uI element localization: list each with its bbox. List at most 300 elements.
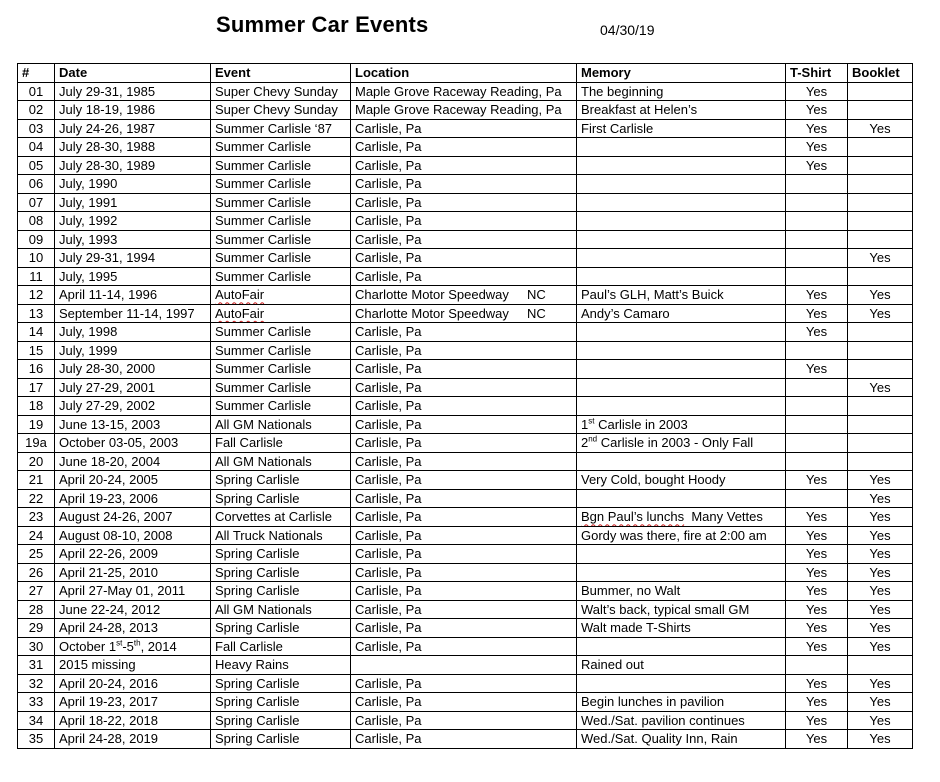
cell-location: Carlisle, Pa	[351, 267, 577, 286]
cell-location: Carlisle, Pa	[351, 452, 577, 471]
cell-event: Super Chevy Sunday	[211, 82, 351, 101]
date-ordinal: th	[133, 638, 141, 648]
cell-event: Summer Carlisle	[211, 212, 351, 231]
cell-event: Summer Carlisle	[211, 323, 351, 342]
cell-booklet: Yes	[848, 471, 913, 490]
cell-booklet	[848, 656, 913, 675]
cell-num: 15	[18, 341, 55, 360]
cell-memory	[577, 360, 786, 379]
cell-num: 19	[18, 415, 55, 434]
cell-memory	[577, 193, 786, 212]
cell-tshirt: Yes	[786, 619, 848, 638]
cell-location: Carlisle, Pa	[351, 138, 577, 157]
cell-memory	[577, 545, 786, 564]
events-table	[17, 63, 913, 749]
cell-memory: Wed./Sat. pavilion continues	[577, 711, 786, 730]
cell-location: Maple Grove Raceway Reading, Pa	[351, 82, 577, 101]
table-row	[18, 711, 913, 730]
cell-date: July 29-31, 1985	[55, 82, 211, 101]
cell-location: Carlisle, Pa	[351, 193, 577, 212]
cell-booklet	[848, 156, 913, 175]
cell-booklet	[848, 230, 913, 249]
cell-date: July 27-29, 2002	[55, 397, 211, 416]
cell-booklet: Yes	[848, 730, 913, 749]
cell-location: Carlisle, Pa	[351, 526, 577, 545]
cell-num: 18	[18, 397, 55, 416]
cell-date: July, 1993	[55, 230, 211, 249]
cell-location: Carlisle, Pa	[351, 230, 577, 249]
cell-num: 14	[18, 323, 55, 342]
cell-tshirt	[786, 378, 848, 397]
cell-booklet: Yes	[848, 304, 913, 323]
cell-event: Spring Carlisle	[211, 545, 351, 564]
cell-num: 07	[18, 193, 55, 212]
cell-location: Carlisle, Pa	[351, 397, 577, 416]
cell-date: July, 1998	[55, 323, 211, 342]
cell-location: Carlisle, Pa	[351, 619, 577, 638]
cell-booklet: Yes	[848, 489, 913, 508]
cell-date: April 24-28, 2019	[55, 730, 211, 749]
cell-booklet	[848, 323, 913, 342]
cell-tshirt: Yes	[786, 471, 848, 490]
cell-memory: Wed./Sat. Quality Inn, Rain	[577, 730, 786, 749]
cell-location	[351, 286, 577, 305]
cell-location: Carlisle, Pa	[351, 730, 577, 749]
cell-tshirt	[786, 249, 848, 268]
memory-text: Carlisle in 2003	[594, 416, 688, 432]
table-header-row	[18, 64, 913, 83]
cell-event: Summer Carlisle	[211, 341, 351, 360]
cell-num: 31	[18, 656, 55, 675]
cell-event: Spring Carlisle	[211, 674, 351, 693]
cell-num: 23	[18, 508, 55, 527]
table-row	[18, 193, 913, 212]
cell-location	[351, 304, 577, 323]
cell-tshirt: Yes	[786, 119, 848, 138]
cell-location: Carlisle, Pa	[351, 600, 577, 619]
header-num: #	[18, 64, 55, 83]
cell-location: Carlisle, Pa	[351, 674, 577, 693]
cell-tshirt	[786, 415, 848, 434]
cell-date: April 24-28, 2013	[55, 619, 211, 638]
cell-event: Spring Carlisle	[211, 693, 351, 712]
cell-memory: First Carlisle	[577, 119, 786, 138]
cell-event: Spring Carlisle	[211, 489, 351, 508]
table-row	[18, 230, 913, 249]
table-row	[18, 674, 913, 693]
date-text: , 2014	[140, 638, 177, 654]
table-row	[18, 545, 913, 564]
table-row	[18, 304, 913, 323]
cell-date: April 21-25, 2010	[55, 563, 211, 582]
cell-event: Summer Carlisle	[211, 378, 351, 397]
cell-booklet: Yes	[848, 582, 913, 601]
table-row	[18, 119, 913, 138]
memory-ordinal: st	[588, 416, 595, 426]
date-text: -5	[122, 638, 134, 654]
cell-memory	[577, 175, 786, 194]
cell-location: Carlisle, Pa	[351, 489, 577, 508]
cell-tshirt	[786, 341, 848, 360]
cell-event: Spring Carlisle	[211, 563, 351, 582]
cell-memory: The beginning	[577, 82, 786, 101]
cell-date: April 19-23, 2006	[55, 489, 211, 508]
cell-date: April 27-May 01, 2011	[55, 582, 211, 601]
cell-memory	[577, 434, 786, 453]
cell-event	[211, 304, 351, 323]
cell-event: All GM Nationals	[211, 415, 351, 434]
cell-booklet: Yes	[848, 378, 913, 397]
cell-memory	[577, 452, 786, 471]
cell-date: July 28-30, 2000	[55, 360, 211, 379]
cell-date: July 28-30, 1988	[55, 138, 211, 157]
cell-memory	[577, 397, 786, 416]
cell-date: June 18-20, 2004	[55, 452, 211, 471]
cell-event: Super Chevy Sunday	[211, 101, 351, 120]
cell-booklet: Yes	[848, 693, 913, 712]
cell-num: 10	[18, 249, 55, 268]
table-row	[18, 360, 913, 379]
table-row	[18, 378, 913, 397]
cell-tshirt: Yes	[786, 156, 848, 175]
cell-event: Summer Carlisle	[211, 230, 351, 249]
cell-memory	[577, 341, 786, 360]
cell-tshirt: Yes	[786, 730, 848, 749]
cell-memory: Gordy was there, fire at 2:00 am	[577, 526, 786, 545]
cell-tshirt	[786, 397, 848, 416]
cell-booklet: Yes	[848, 119, 913, 138]
cell-booklet: Yes	[848, 545, 913, 564]
table-row	[18, 508, 913, 527]
cell-date: July, 1999	[55, 341, 211, 360]
cell-date: October 03-05, 2003	[55, 434, 211, 453]
table-row	[18, 489, 913, 508]
cell-num: 03	[18, 119, 55, 138]
cell-event: Spring Carlisle	[211, 619, 351, 638]
cell-num: 28	[18, 600, 55, 619]
cell-memory	[577, 323, 786, 342]
cell-location: Carlisle, Pa	[351, 563, 577, 582]
date-text: October 1	[59, 638, 117, 654]
cell-location: Carlisle, Pa	[351, 119, 577, 138]
cell-tshirt: Yes	[786, 637, 848, 656]
cell-tshirt: Yes	[786, 286, 848, 305]
cell-event: Spring Carlisle	[211, 582, 351, 601]
cell-tshirt: Yes	[786, 600, 848, 619]
cell-tshirt: Yes	[786, 526, 848, 545]
cell-event: All GM Nationals	[211, 452, 351, 471]
cell-location: Carlisle, Pa	[351, 212, 577, 231]
cell-event: Summer Carlisle	[211, 267, 351, 286]
table-row	[18, 156, 913, 175]
cell-event: Fall Carlisle	[211, 434, 351, 453]
cell-tshirt	[786, 230, 848, 249]
memory-text: Carlisle in 2003 - Only Fall	[597, 435, 754, 451]
cell-date: July 29-31, 1994	[55, 249, 211, 268]
cell-booklet: Yes	[848, 619, 913, 638]
cell-num: 29	[18, 619, 55, 638]
cell-tshirt: Yes	[786, 138, 848, 157]
cell-booklet	[848, 101, 913, 120]
page-title: Summer Car Events	[216, 12, 429, 37]
cell-event: Summer Carlisle	[211, 156, 351, 175]
cell-location: Carlisle, Pa	[351, 378, 577, 397]
header-date: Date	[55, 64, 211, 83]
table-row	[18, 249, 913, 268]
cell-booklet: Yes	[848, 711, 913, 730]
cell-memory: Andy’s Camaro	[577, 304, 786, 323]
cell-location: Carlisle, Pa	[351, 582, 577, 601]
table-row	[18, 82, 913, 101]
cell-booklet	[848, 341, 913, 360]
cell-location: Carlisle, Pa	[351, 471, 577, 490]
cell-event: Spring Carlisle	[211, 730, 351, 749]
cell-num: 01	[18, 82, 55, 101]
cell-tshirt	[786, 212, 848, 231]
document-date: 04/30/19	[600, 22, 655, 38]
cell-location: Carlisle, Pa	[351, 711, 577, 730]
table-row	[18, 563, 913, 582]
cell-location	[351, 656, 577, 675]
cell-num: 04	[18, 138, 55, 157]
cell-tshirt: Yes	[786, 582, 848, 601]
cell-num: 20	[18, 452, 55, 471]
table-row	[18, 693, 913, 712]
cell-num: 12	[18, 286, 55, 305]
cell-tshirt	[786, 267, 848, 286]
cell-date: July, 1990	[55, 175, 211, 194]
location-state: NC	[527, 305, 546, 321]
event-text: AutoFair	[215, 287, 265, 303]
cell-location: Carlisle, Pa	[351, 545, 577, 564]
cell-num: 33	[18, 693, 55, 712]
table-row	[18, 656, 913, 675]
cell-memory	[577, 637, 786, 656]
table-row	[18, 415, 913, 434]
cell-booklet: Yes	[848, 674, 913, 693]
cell-location: Carlisle, Pa	[351, 156, 577, 175]
cell-num: 34	[18, 711, 55, 730]
table-body	[18, 82, 913, 748]
cell-booklet	[848, 415, 913, 434]
cell-event: Summer Carlisle	[211, 138, 351, 157]
cell-location: Carlisle, Pa	[351, 249, 577, 268]
cell-date: 2015 missing	[55, 656, 211, 675]
cell-memory: Bummer, no Walt	[577, 582, 786, 601]
table-row	[18, 471, 913, 490]
cell-memory: Begin lunches in pavilion	[577, 693, 786, 712]
cell-booklet: Yes	[848, 286, 913, 305]
cell-date: July 28-30, 1989	[55, 156, 211, 175]
cell-date: August 24-26, 2007	[55, 508, 211, 527]
header-tshirt: T-Shirt	[786, 64, 848, 83]
cell-location: Carlisle, Pa	[351, 693, 577, 712]
cell-event: Summer Carlisle	[211, 193, 351, 212]
cell-tshirt: Yes	[786, 323, 848, 342]
header-event: Event	[211, 64, 351, 83]
location-text: Charlotte Motor Speedway	[355, 305, 509, 321]
cell-memory	[577, 415, 786, 434]
cell-num: 02	[18, 101, 55, 120]
cell-memory	[577, 156, 786, 175]
cell-location: Carlisle, Pa	[351, 508, 577, 527]
cell-booklet	[848, 267, 913, 286]
cell-booklet: Yes	[848, 637, 913, 656]
cell-num: 30	[18, 637, 55, 656]
cell-location: Carlisle, Pa	[351, 434, 577, 453]
table-row	[18, 175, 913, 194]
table-row	[18, 730, 913, 749]
cell-location: Carlisle, Pa	[351, 323, 577, 342]
cell-tshirt	[786, 193, 848, 212]
cell-event: Corvettes at Carlisle	[211, 508, 351, 527]
cell-date: July, 1992	[55, 212, 211, 231]
cell-event: Heavy Rains	[211, 656, 351, 675]
cell-memory	[577, 138, 786, 157]
table-row	[18, 212, 913, 231]
cell-memory	[577, 489, 786, 508]
location-state: NC	[527, 287, 546, 302]
cell-num: 21	[18, 471, 55, 490]
cell-date: July, 1995	[55, 267, 211, 286]
cell-date: July, 1991	[55, 193, 211, 212]
cell-event: Summer Carlisle	[211, 360, 351, 379]
cell-date: July 24-26, 1987	[55, 119, 211, 138]
table-row	[18, 138, 913, 157]
memory-ordinal: nd	[588, 434, 598, 444]
cell-booklet	[848, 434, 913, 453]
location-text: Charlotte Motor Speedway	[355, 287, 509, 303]
cell-event: Summer Carlisle	[211, 175, 351, 194]
table-row	[18, 526, 913, 545]
cell-date: August 08-10, 2008	[55, 526, 211, 545]
cell-memory	[577, 378, 786, 397]
table-row	[18, 341, 913, 360]
cell-num: 26	[18, 563, 55, 582]
cell-num: 27	[18, 582, 55, 601]
cell-num: 22	[18, 489, 55, 508]
cell-tshirt	[786, 452, 848, 471]
cell-memory	[577, 508, 786, 527]
cell-event: Spring Carlisle	[211, 711, 351, 730]
cell-tshirt: Yes	[786, 711, 848, 730]
cell-num: 06	[18, 175, 55, 194]
cell-tshirt: Yes	[786, 674, 848, 693]
cell-tshirt: Yes	[786, 508, 848, 527]
date-ordinal: st	[116, 638, 123, 648]
cell-tshirt: Yes	[786, 101, 848, 120]
cell-date: April 22-26, 2009	[55, 545, 211, 564]
cell-num: 16	[18, 360, 55, 379]
cell-memory	[577, 249, 786, 268]
table-row	[18, 452, 913, 471]
cell-booklet: Yes	[848, 526, 913, 545]
memory-text: 2	[581, 435, 589, 451]
memory-text: Bgn Paul’s lunchs	[581, 509, 685, 525]
cell-event: Summer Carlisle	[211, 249, 351, 268]
cell-num: 09	[18, 230, 55, 249]
cell-num: 32	[18, 674, 55, 693]
cell-date: June 22-24, 2012	[55, 600, 211, 619]
cell-location: Carlisle, Pa	[351, 341, 577, 360]
cell-num: 11	[18, 267, 55, 286]
cell-date: April 11-14, 1996	[55, 286, 211, 305]
cell-tshirt: Yes	[786, 693, 848, 712]
cell-num: 19a	[18, 434, 55, 453]
table-row	[18, 397, 913, 416]
cell-location: Carlisle, Pa	[351, 637, 577, 656]
cell-tshirt: Yes	[786, 360, 848, 379]
header-memory: Memory	[577, 64, 786, 83]
cell-event: Summer Carlisle	[211, 397, 351, 416]
cell-num: 17	[18, 378, 55, 397]
cell-booklet	[848, 82, 913, 101]
cell-event: Spring Carlisle	[211, 471, 351, 490]
cell-memory: Rained out	[577, 656, 786, 675]
cell-date: April 19-23, 2017	[55, 693, 211, 712]
cell-event: All Truck Nationals	[211, 526, 351, 545]
table-row	[18, 286, 913, 305]
cell-memory: Very Cold, bought Hoody	[577, 471, 786, 490]
cell-memory: Breakfast at Helen’s	[577, 101, 786, 120]
cell-booklet	[848, 175, 913, 194]
cell-date: July 27-29, 2001	[55, 378, 211, 397]
cell-date: July 18-19, 1986	[55, 101, 211, 120]
cell-date: September 11-14, 1997	[55, 304, 211, 323]
cell-memory: Walt’s back, typical small GM	[577, 600, 786, 619]
cell-num: 25	[18, 545, 55, 564]
cell-location: Carlisle, Pa	[351, 415, 577, 434]
cell-booklet	[848, 397, 913, 416]
cell-num: 05	[18, 156, 55, 175]
cell-memory: Walt made T-Shirts	[577, 619, 786, 638]
cell-memory	[577, 563, 786, 582]
table-row	[18, 637, 913, 656]
cell-memory	[577, 230, 786, 249]
cell-event: Fall Carlisle	[211, 637, 351, 656]
cell-date: June 13-15, 2003	[55, 415, 211, 434]
cell-date	[55, 637, 211, 656]
cell-memory	[577, 212, 786, 231]
cell-tshirt	[786, 656, 848, 675]
cell-num: 35	[18, 730, 55, 749]
cell-booklet: Yes	[848, 249, 913, 268]
cell-num: 08	[18, 212, 55, 231]
cell-memory	[577, 267, 786, 286]
cell-tshirt: Yes	[786, 545, 848, 564]
header-location: Location	[351, 64, 577, 83]
cell-event: Summer Carlisle ‘87	[211, 119, 351, 138]
cell-location: Maple Grove Raceway Reading, Pa	[351, 101, 577, 120]
cell-tshirt	[786, 434, 848, 453]
cell-date: April 20-24, 2005	[55, 471, 211, 490]
cell-event: All GM Nationals	[211, 600, 351, 619]
table-row	[18, 619, 913, 638]
cell-tshirt	[786, 175, 848, 194]
table-row	[18, 267, 913, 286]
cell-event	[211, 286, 351, 305]
header-booklet: Booklet	[848, 64, 913, 83]
cell-location: Carlisle, Pa	[351, 175, 577, 194]
cell-tshirt: Yes	[786, 304, 848, 323]
table-row	[18, 101, 913, 120]
table-row	[18, 582, 913, 601]
cell-num: 13	[18, 304, 55, 323]
cell-booklet: Yes	[848, 600, 913, 619]
cell-location: Carlisle, Pa	[351, 360, 577, 379]
cell-booklet	[848, 212, 913, 231]
cell-memory	[577, 674, 786, 693]
